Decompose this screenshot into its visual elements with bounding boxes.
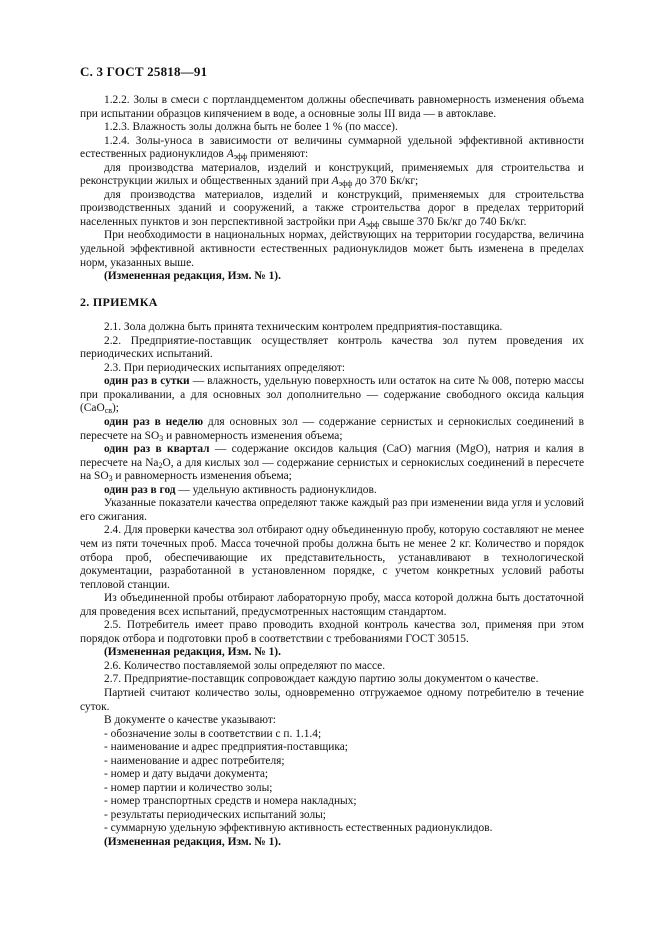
test-quarterly-tail: и равномерность изменения объема; (112, 470, 292, 483)
clause-1-2-4-industrial (80, 189, 584, 230)
activity-subscript: эфф (233, 152, 248, 162)
test-quarterly-label: один раз в квартал (104, 443, 210, 456)
list-item: - номер и дату выдачи документа; (104, 768, 269, 781)
list-item: - номер транспортных средств и номера накладных; (104, 795, 357, 808)
batch-paragraph: Партией считают количество золы, одновременно отгружаемое одному потребителю в течение суток. (80, 686, 584, 713)
industrial-text: для производства материалов, изделий и конструкций, применяемых для строительства производственных зданий и сооружений, а также строительства дорог в пределах территорий населенных пунктов и зон перспективной застройки при (80, 188, 584, 228)
test-daily (80, 375, 584, 416)
revision-note: (Измененная редакция, Изм. № 1). (104, 646, 281, 659)
test-daily-label: один раз в сутки (104, 375, 190, 388)
document-contents-list (80, 728, 584, 836)
test-weekly (80, 416, 584, 443)
test-yearly-text: — удельную активность радионуклидов. (175, 483, 377, 496)
document-body (80, 94, 584, 850)
indicators-paragraph: Указанные показатели качества определяют также каждый раз при изменении вида угля и условий его сжигания. (80, 497, 584, 523)
test-weekly-text: для основных зол — содержание сернистых и сернокислых соединений в пересчете на SO (80, 416, 584, 442)
activity-symbol: A (226, 148, 234, 161)
revision-note: (Измененная редакция, Изм. № 1). (104, 270, 281, 283)
clause-1-2-4-tail: применяют: (247, 148, 309, 161)
list-item: - суммарную удельную эффективную активность естественных радионуклидов. (104, 822, 493, 835)
revision-note: (Измененная редакция, Изм. № 1). (104, 835, 281, 848)
residential-text: для производства материалов, изделий и конструкций, применяемых для строительства и реконструкции жилых и общественных зданий при (80, 161, 584, 188)
list-item: - результаты периодических испытаний золы; (104, 808, 326, 821)
activity-symbol: A (358, 215, 366, 228)
national-norms-paragraph: При необходимости в национальных нормах, действующих на территории государства, величина удельной эффективной активности естественных радионуклидов может быть изменена в пределах норм, указанных выше. (80, 229, 584, 269)
clause-2-3: 2.3. При периодических испытаниях определяют: (104, 361, 346, 374)
activity-symbol: A (331, 175, 339, 188)
clause-1-2-4-residential (80, 162, 584, 189)
list-item: - номер партии и количество золы; (104, 781, 273, 794)
clause-1-2-4-text: 1.2.4. Золы-уноса в зависимости от величины суммарной удельной эффективной активности естественных радионуклидов (80, 134, 584, 161)
clause-2-7: 2.7. Предприятие-поставщик сопровождает каждую партию золы документом о качестве. (104, 673, 539, 686)
clause-1-2-4 (80, 135, 584, 162)
test-daily-tail: ); (112, 402, 119, 415)
section-title-acceptance: 2. ПРИЕМКА (80, 294, 158, 309)
industrial-tail: свыше 370 Бк/кг до 740 Бк/кг. (379, 215, 527, 228)
activity-subscript: эфф (365, 219, 380, 229)
document-contents-intro: В документе о качестве указывают: (104, 714, 276, 727)
clause-2-5: 2.5. Потребитель имеет право проводить входной контроль качества зол, применяя при этом порядок отбора и подготовки проб в соответствии с требованиями ГОСТ 30515. (80, 619, 584, 645)
test-quarterly (80, 443, 584, 484)
test-yearly-label: один раз в год (104, 483, 176, 496)
test-quarterly-text: — содержание оксидов кальция (CaO) магния (MgO), натрия и калия в пересчете на Na (80, 443, 584, 469)
clause-2-6: 2.6. Количество поставляемой золы определяют по массе. (104, 659, 386, 672)
test-weekly-label: один раз в неделю (104, 416, 204, 429)
test-weekly-tail: и равномерность изменения объема; (163, 429, 343, 442)
so3-subscript: 3 (159, 433, 164, 443)
list-item: - наименование и адрес предприятия-поставщика; (104, 741, 348, 754)
clause-2-1: 2.1. Зола должна быть принята техническим контролем предприятия-поставщика. (104, 321, 503, 334)
list-item: - наименование и адрес потребителя; (104, 754, 285, 767)
clause-2-2: 2.2. Предприятие-поставщик осуществляет контроль качества зол путем проведения их периодических испытаний. (80, 334, 584, 361)
na2o-subscript: 2 (158, 460, 163, 470)
test-yearly (80, 484, 584, 498)
cao-subscript: св (104, 406, 113, 416)
list-item: - обозначение золы в соответствии с п. 1.1.4; (104, 727, 322, 740)
so3-subscript: 3 (108, 474, 113, 484)
test-daily-text: — влажность, удельную поверхность или остаток на сите № 008, потерю массы при прокаливании, а для основных зол дополнительно — содержание свободного оксида кальция (CaO (80, 375, 584, 415)
test-quarterly-middle: O, а для кислых зол — содержание сернистых и сернокислых соединений в пересчете на SO (80, 456, 584, 483)
page-header: С. 3 ГОСТ 25818—91 (80, 64, 208, 79)
clause-1-2-3: 1.2.3. Влажность золы должна быть не более 1 % (по массе). (104, 121, 398, 134)
clause-2-4: 2.4. Для проверки качества зол отбирают одну объединенную пробу, которую составляют не менее чем из пяти точечных проб. Масса точечной пробы должна быть не менее 2 кг. Количество и порядок отбора проб, обеспечивающие их представительность, устанавливают в технологической документации, разработанной в установленном порядке, с учетом конкретных условий работы тепловой станции. (80, 524, 584, 591)
residential-tail: до 370 Бк/кг; (352, 175, 419, 188)
clause-1-2-2: 1.2.2. Золы в смеси с портландцементом должны обеспечивать равномерность изменения объема при испытании образцов кипячением в воде, а основные золы III вида — в автоклаве. (80, 94, 584, 120)
activity-subscript: эфф (338, 179, 353, 189)
lab-sample-paragraph: Из объединенной пробы отбирают лабораторную пробу, масса которой должна быть достаточной для проведения всех испытаний, предусмотренных настоящим стандартом. (80, 592, 584, 618)
